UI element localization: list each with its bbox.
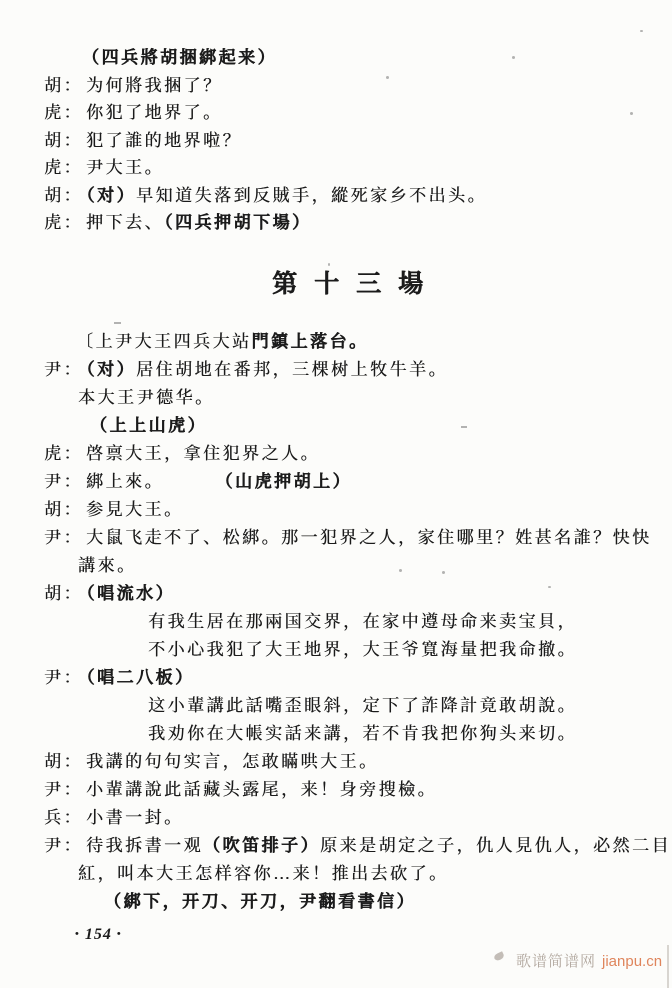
- lyric-text: 这小輩講此話嘴歪眼斜，定下了詐降計竟敢胡說。: [148, 696, 577, 715]
- lyric-text: 有我生居在那兩国交界，在家中遵母命来卖宝貝，: [148, 612, 577, 631]
- scan-speck: [442, 571, 445, 574]
- dialogue-line: [0, 496, 672, 524]
- scan-speck: [328, 263, 330, 266]
- dialogue-line: [0, 182, 672, 210]
- speaker-label: 虎：: [44, 444, 83, 463]
- dialogue-line: [0, 209, 672, 237]
- dialogue-text: 待我拆書一观: [86, 836, 203, 855]
- speaker-label: 虎：: [44, 103, 83, 122]
- direction-line: [0, 44, 672, 72]
- lyric-text: 不小心我犯了大王地界，大王爷寬海量把我命撤。: [148, 640, 577, 659]
- continuation-line: [0, 384, 672, 412]
- watermark-leaf-icon: [493, 951, 505, 962]
- stage-direction-text: （山虎押胡上）: [224, 472, 352, 491]
- scan-speck: [640, 30, 643, 32]
- dialogue-text: 小輩講說此話藏头露尾，来！身旁搜檢。: [86, 780, 437, 799]
- speaker-label: 尹：: [44, 668, 83, 687]
- dialogue-text: 居住胡地在番邦，三棵树上牧牛羊。: [136, 360, 448, 379]
- stage-direction-text: （上上山虎）: [90, 416, 207, 435]
- dialogue-line: [0, 468, 672, 496]
- scene-12-dialogue-block: [0, 44, 672, 237]
- scan-speck: [512, 56, 515, 59]
- continuation-text: 紅，叫本大王怎样容你…来！推出去砍了。: [78, 864, 449, 883]
- dialogue-line: [0, 776, 672, 804]
- stage-direction-text: （四兵將胡捆綁起来）: [82, 48, 277, 67]
- dialogue-line: [0, 832, 672, 860]
- scan-edge-artifact: [667, 945, 669, 988]
- inner-direction-line: [0, 412, 672, 440]
- open-direction-text: 〔上尹大王四兵大站: [76, 332, 252, 351]
- continuation-text: 講來。: [78, 556, 137, 575]
- speaker-label: 胡：: [44, 584, 83, 603]
- scene-13-dialogue-block: [0, 328, 672, 916]
- dialogue-text: 早知道失落到反賊手，縱死家乡不出头。: [136, 185, 487, 205]
- dialogue-line: [0, 664, 672, 692]
- dialogue-text: 綁上來。: [86, 472, 164, 491]
- continuation-line: [0, 552, 672, 580]
- speaker-label: 胡：: [44, 185, 83, 205]
- scan-dash-speck: [114, 322, 121, 324]
- stage-direction-text: （唱二八板）: [86, 668, 195, 687]
- scan-speck: [630, 112, 633, 115]
- dialogue-text: 为何將我捆了？: [86, 75, 223, 95]
- lyric-line: [0, 720, 672, 748]
- scene-heading: 第十三場: [272, 271, 441, 298]
- stage-direction-text: （四兵押胡下場）: [164, 213, 312, 232]
- continuation-line: [0, 860, 672, 888]
- dialogue-text: 小書一封。: [86, 808, 184, 827]
- lyric-text: 我劝你在大帳实話来講，若不肯我把你狗头来切。: [148, 724, 577, 743]
- scan-speck: [399, 569, 402, 572]
- dialogue-line: [0, 127, 672, 155]
- dialogue-line: [0, 72, 672, 100]
- scan-speck: [386, 76, 389, 79]
- page-number-right-dot: •: [116, 928, 122, 940]
- watermark-site-name: 歌谱简谱网: [516, 954, 597, 970]
- dialogue-text: 尹大王。: [86, 158, 164, 177]
- dialogue-line: [0, 440, 672, 468]
- stage-direction-text: （对）: [86, 360, 136, 379]
- watermark-site-url: jianpu.cn: [602, 953, 663, 970]
- dialogue-text: 参見大王。: [86, 500, 184, 519]
- dialogue-text: 啓禀大王，拿住犯界之人。: [86, 444, 320, 463]
- speaker-label: 胡：: [44, 500, 83, 519]
- dialogue-line: [0, 580, 672, 608]
- dialogue-line: [0, 748, 672, 776]
- dialogue-line: [0, 99, 672, 127]
- open-direction-line: [0, 328, 672, 356]
- end-direction-line: [0, 888, 672, 916]
- speaker-label: 兵：: [44, 808, 83, 827]
- speaker-label: 虎：: [44, 213, 83, 232]
- speaker-label: 尹：: [44, 528, 83, 547]
- dialogue-text: 原来是胡定之子，仇人見仇人，必然二目: [320, 836, 671, 855]
- stage-direction-text: （吹笛排子）: [203, 836, 320, 855]
- dialogue-text: 你犯了地界了。: [86, 103, 223, 122]
- speaker-label: 胡：: [44, 130, 83, 150]
- page-number-left-dot: •: [75, 928, 80, 940]
- dialogue-line: [0, 356, 672, 384]
- stage-direction-text: （唱流水）: [86, 584, 175, 603]
- dialogue-text: 我講的句句实言，怎敢瞞哄大王。: [86, 752, 379, 771]
- page-number-value: 154: [84, 926, 112, 943]
- speaker-label: 尹：: [44, 836, 83, 855]
- stage-direction-text: （綁下，开刀、开刀，尹翻看書信）: [104, 892, 416, 911]
- lyric-line: [0, 608, 672, 636]
- dialogue-text: 押下去、: [86, 213, 164, 232]
- page-number: [70, 926, 127, 944]
- lyric-line: [0, 692, 672, 720]
- dialogue-line: [0, 524, 672, 552]
- dialogue-line: [0, 154, 672, 182]
- watermark: [494, 950, 662, 971]
- speaker-label: 尹：: [44, 780, 83, 799]
- speaker-label: 尹：: [44, 360, 83, 379]
- scan-speck: [548, 586, 551, 588]
- speaker-label: 胡：: [44, 75, 83, 95]
- scan-dash-speck: [461, 426, 467, 428]
- speaker-label: 胡：: [44, 752, 83, 771]
- speaker-label: 虎：: [44, 158, 83, 177]
- continuation-text: 本大王尹德华。: [78, 388, 215, 407]
- dialogue-text: 大鼠飞走不了、松綁。那一犯界之人，家住哪里？姓甚名誰？快快: [86, 528, 652, 547]
- stage-direction-text: 門鎮上落台。: [251, 332, 369, 351]
- speaker-label: 尹：: [44, 472, 83, 491]
- dialogue-line: [0, 804, 672, 832]
- lyric-line: [0, 636, 672, 664]
- dialogue-text: 犯了誰的地界啦？: [86, 130, 242, 150]
- stage-direction-text: （对）: [86, 185, 136, 205]
